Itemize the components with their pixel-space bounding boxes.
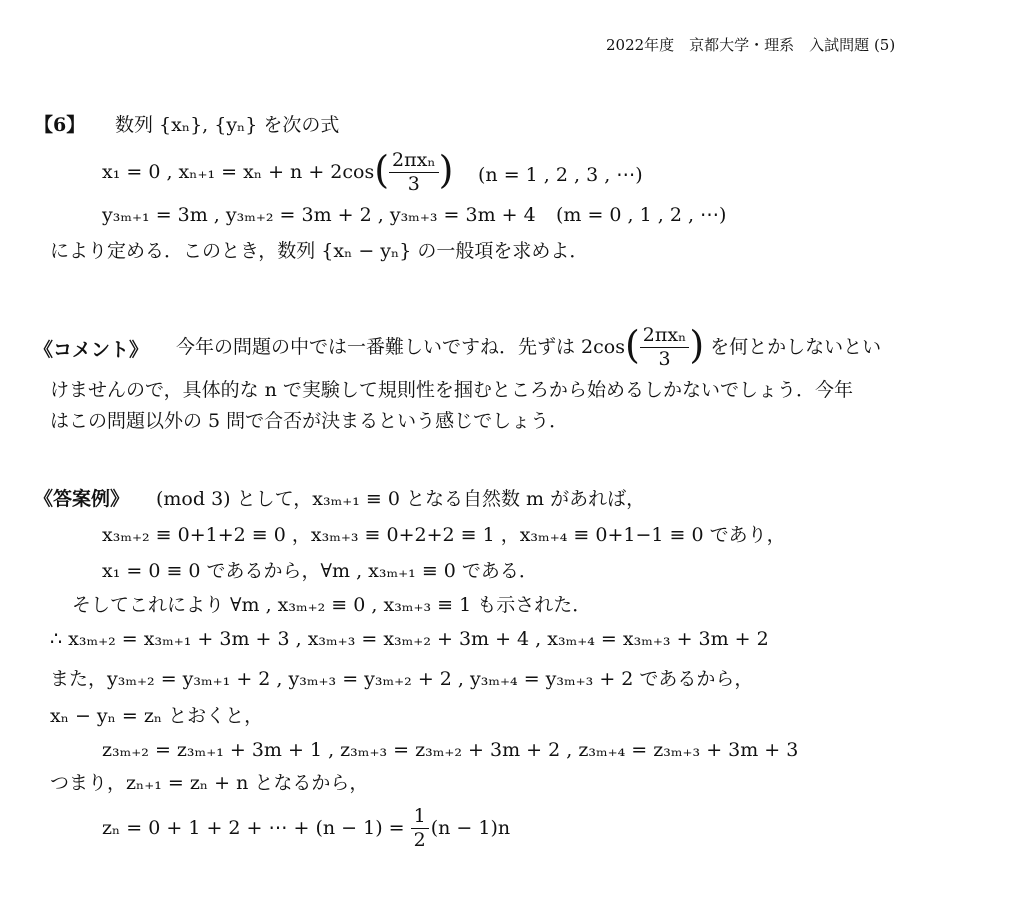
problem-number: 【6】	[34, 114, 86, 136]
fraction-denominator: 3	[407, 172, 420, 195]
comment-line-1	[176, 325, 881, 370]
fraction-denominator: 2	[413, 828, 426, 851]
comment-line-1-tail: を何とかしないとい	[710, 335, 882, 358]
problem-line-2: y₃ₘ₊₁ = 3m , y₃ₘ₊₂ = 3m + 2 , y₃ₘ₊₃ = 3m + 4	[102, 204, 536, 226]
half-fraction	[411, 806, 429, 851]
answer-line-10-lhs: zₙ = 0 + 1 + 2 + ⋯ + (n − 1) =	[102, 816, 405, 839]
cos-fraction	[640, 325, 690, 370]
comment-line-3: はこの問題以外の 5 問で合否が決まるという感じでしょう．	[50, 410, 569, 432]
comment-label: 《コメント》	[34, 339, 149, 361]
right-paren: )	[689, 323, 705, 368]
problem-line-1-expr: x₁ = 0 , xₙ₊₁ = xₙ + n + 2cos	[102, 160, 375, 183]
fraction-denominator: 3	[658, 347, 671, 370]
problem-line-2-condition: (m = 0 , 1 , 2 , ⋯)	[556, 204, 727, 226]
comment-line-1-text: 今年の問題の中では一番難しいですね．先ずは 2cos	[176, 335, 625, 358]
answer-line-9: つまり，zₙ₊₁ = zₙ + n となるから，	[50, 772, 369, 794]
left-paren: (	[624, 323, 640, 368]
comment-line-2: けませんので，具体的な n で実験して規則性を掴むところから始めるしかないでしょう．今年	[50, 379, 853, 401]
right-paren: )	[438, 148, 454, 193]
answer-line-5: ∴ x₃ₘ₊₂ = x₃ₘ₊₁ + 3m + 3 , x₃ₘ₊₃ = x₃ₘ₊₂ + 3m + 4 , x₃ₘ₊₄ = x₃ₘ₊₃ + 3m + 2	[50, 628, 769, 650]
problem-closing: により定める．このとき，数列 {xₙ − yₙ} の一般項を求めよ．	[50, 240, 589, 262]
fraction-numerator: 2πxₙ	[389, 150, 439, 173]
answer-line-2: x₃ₘ₊₂ ≡ 0+1+2 ≡ 0 ，x₃ₘ₊₃ ≡ 0+2+2 ≡ 1 ，x₃ₘ₊₄ ≡ 0+1−1 ≡ 0 であり，	[102, 524, 786, 546]
left-paren: (	[374, 148, 390, 193]
answer-line-6: また，y₃ₘ₊₂ = y₃ₘ₊₁ + 2 , y₃ₘ₊₃ = y₃ₘ₊₂ + 2 , y₃ₘ₊₄ = y₃ₘ₊₃ + 2 であるから，	[50, 668, 754, 690]
problem-line-1	[102, 150, 453, 195]
page-header: 2022年度 京都大学・理系 入試問題 (5)	[606, 36, 896, 54]
answer-line-3: x₁ = 0 ≡ 0 であるから，∀m , x₃ₘ₊₁ ≡ 0 である．	[102, 560, 538, 582]
problem-intro: 数列 {xₙ}, {yₙ} を次の式	[115, 114, 340, 136]
fraction-numerator: 1	[411, 806, 429, 829]
cos-fraction	[389, 150, 439, 195]
answer-label: 《答案例》	[34, 488, 130, 510]
fraction-numerator: 2πxₙ	[640, 325, 690, 348]
problem-line-1-condition: (n = 1 , 2 , 3 , ⋯)	[478, 164, 643, 186]
answer-line-10-rhs: (n − 1)n	[430, 816, 511, 839]
answer-line-10	[102, 806, 510, 851]
answer-line-8: z₃ₘ₊₂ = z₃ₘ₊₁ + 3m + 1 , z₃ₘ₊₃ = z₃ₘ₊₂ + 3m + 2 , z₃ₘ₊₄ = z₃ₘ₊₃ + 3m + 3	[102, 739, 799, 761]
answer-line-4: そしてこれにより ∀m , x₃ₘ₊₂ ≡ 0 , x₃ₘ₊₃ ≡ 1 も示された．	[72, 594, 592, 616]
answer-line-7: xₙ − yₙ = zₙ とおくと，	[50, 705, 264, 727]
answer-line-1: (mod 3) として，x₃ₘ₊₁ ≡ 0 となる自然数 m があれば，	[156, 488, 646, 510]
